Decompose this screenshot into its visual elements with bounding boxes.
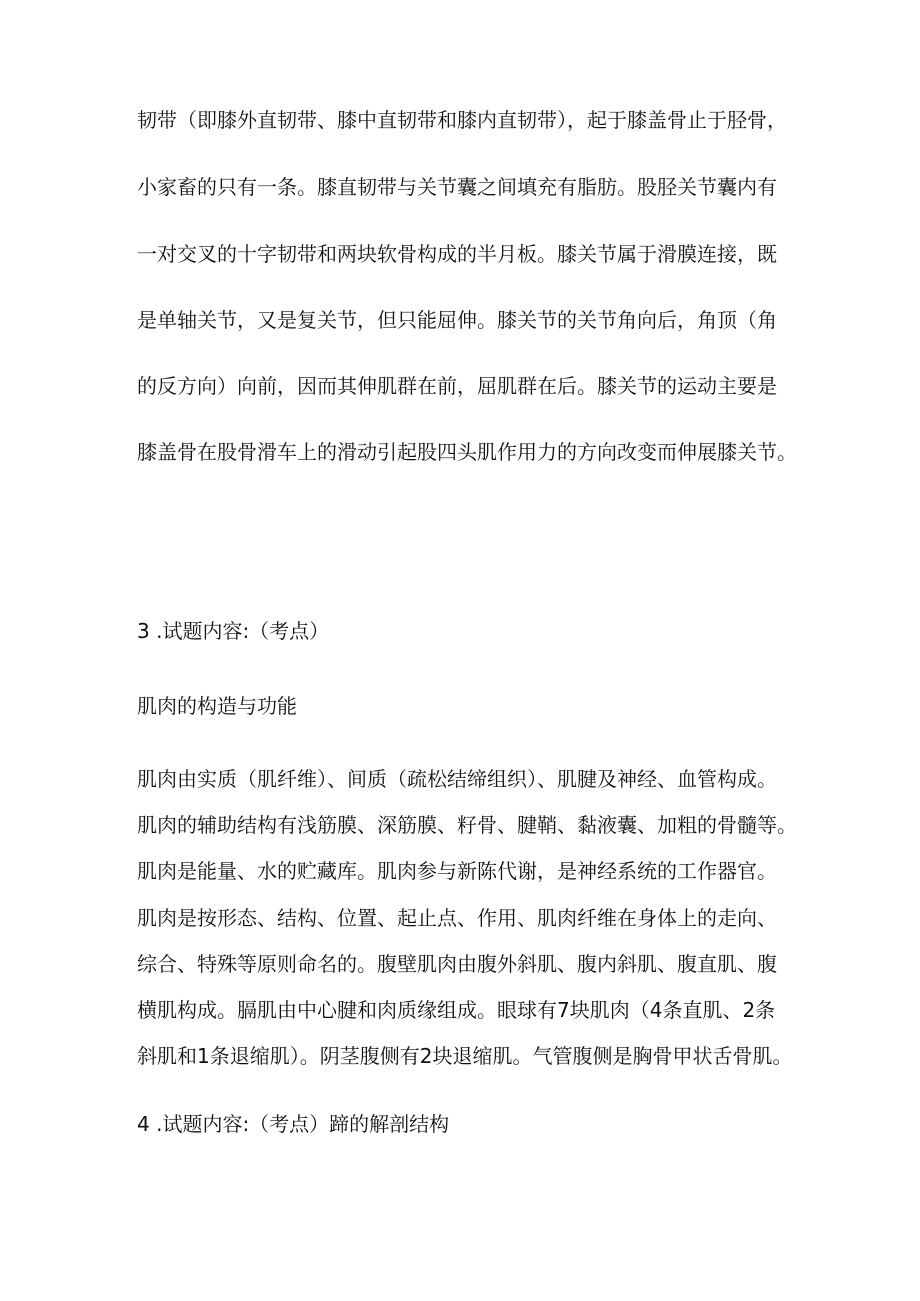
section3-line-5: 综合、特殊等原则命名的。腹壁肌肉由腹外斜肌、腹内斜肌、腹直肌、腹 (137, 952, 777, 976)
section3-line-1: 肌肉由实质（肌纤维）、间质（疏松结缔组织）、肌腱及神经、血管构成。 (137, 767, 777, 791)
section4-heading: 4 .试题内容:（考点）蹄的解剖结构 (137, 1112, 450, 1136)
paragraph1-line-6: 膝盖骨在股骨滑车上的滑动引起股四头肌作用力的方向改变而伸展膝关节。 (137, 440, 797, 464)
section3-subheading: 肌肉的构造与功能 (137, 694, 297, 718)
paragraph1-line-2: 小家畜的只有一条。膝直韧带与关节囊之间填充有脂肪。股胫关节囊内有 (137, 175, 777, 199)
section3-line-6: 横肌构成。膈肌由中心腱和肉质缘组成。眼球有7块肌肉（4条直肌、2条 (137, 998, 776, 1022)
section3-heading: 3 .试题内容:（考点） (137, 619, 330, 643)
section3-line-2: 肌肉的辅助结构有浅筋膜、深筋膜、籽骨、腱鞘、黏液囊、加粗的骨髓等。 (137, 813, 797, 837)
paragraph1-line-1: 韧带（即膝外直韧带、膝中直韧带和膝内直韧带），起于膝盖骨止于胫骨， (137, 108, 787, 132)
section3-line-7: 斜肌和1条退缩肌）。阴茎腹侧有2块退缩肌。气管腹侧是胸骨甲状舌骨肌。 (137, 1044, 793, 1068)
section3-line-4: 肌肉是按形态、结构、位置、起止点、作用、肌肉纤维在身体上的走向、 (137, 906, 777, 930)
paragraph1-line-4: 是单轴关节，又是复关节，但只能屈伸。膝关节的关节角向后，角顶（角 (137, 308, 777, 332)
paragraph1-line-3: 一对交叉的十字韧带和两块软骨构成的半月板。膝关节属于滑膜连接，既 (137, 242, 777, 266)
section3-line-3: 肌肉是能量、水的贮藏库。肌肉参与新陈代谢，是神经系统的工作器官。 (137, 859, 777, 883)
paragraph1-line-5: 的反方向）向前，因而其伸肌群在前，屈肌群在后。膝关节的运动主要是 (137, 374, 777, 398)
